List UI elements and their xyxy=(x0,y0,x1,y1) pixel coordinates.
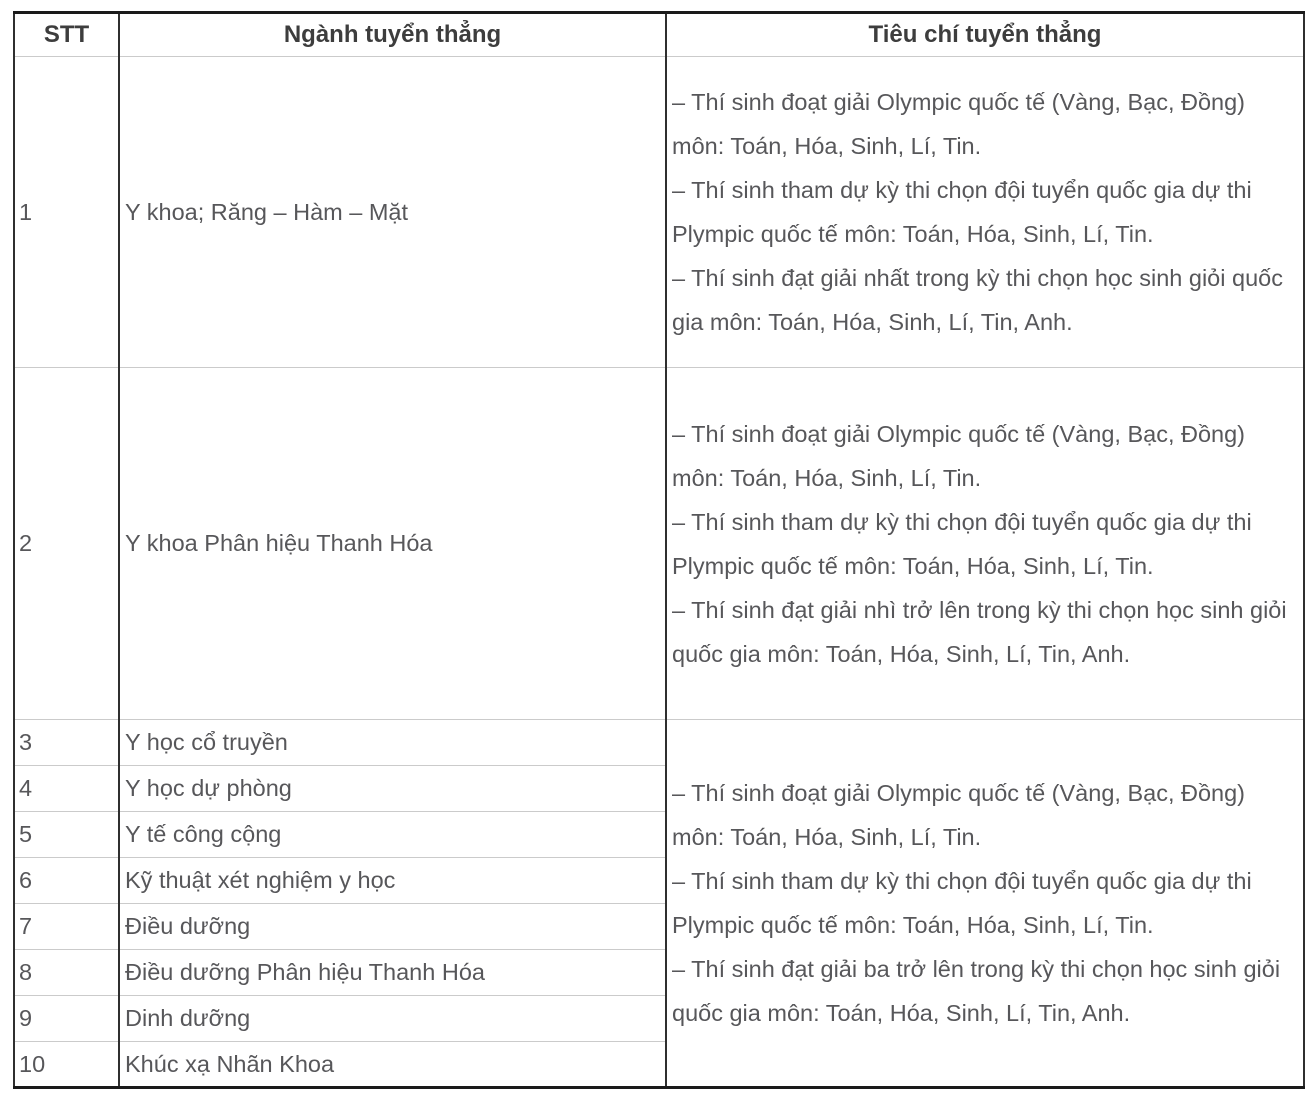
header-stt: STT xyxy=(14,13,119,57)
criteria-line: – Thí sinh tham dự kỳ thi chọn đội tuyển quốc gia dự thi Plympic quốc tế môn: Toán, Hóa, Sinh, Lí, Tin. xyxy=(672,177,1252,247)
criteria-line: – Thí sinh đạt giải nhất trong kỳ thi chọn học sinh giỏi quốc gia môn: Toán, Hóa, Sinh, Lí, Tin, Anh. xyxy=(672,265,1283,335)
stt-cell: 4 xyxy=(14,766,119,812)
major-cell: Khúc xạ Nhãn Khoa xyxy=(119,1042,666,1088)
stt-cell: 6 xyxy=(14,858,119,904)
stt-cell: 1 xyxy=(14,57,119,368)
major-cell: Y học cổ truyền xyxy=(119,720,666,766)
criteria-line: – Thí sinh đạt giải ba trở lên trong kỳ thi chọn học sinh giỏi quốc gia môn: Toán, Hóa, Sinh, Lí, Tin, Anh. xyxy=(672,956,1281,1026)
criteria-cell xyxy=(666,368,1304,720)
criteria-cell xyxy=(666,57,1304,368)
stt-cell: 9 xyxy=(14,996,119,1042)
table-row xyxy=(14,720,1304,766)
major-cell: Điều dưỡng Phân hiệu Thanh Hóa xyxy=(119,950,666,996)
major-cell: Kỹ thuật xét nghiệm y học xyxy=(119,858,666,904)
major-cell: Y tế công cộng xyxy=(119,812,666,858)
major-cell: Điều dưỡng xyxy=(119,904,666,950)
direct-admission-table xyxy=(13,11,1305,1089)
criteria-cell xyxy=(666,720,1304,1088)
table-row xyxy=(14,57,1304,368)
major-cell: Y khoa; Răng – Hàm – Mặt xyxy=(119,57,666,368)
stt-cell: 7 xyxy=(14,904,119,950)
header-criteria: Tiêu chí tuyển thẳng xyxy=(666,13,1304,57)
criteria-line: – Thí sinh đoạt giải Olympic quốc tế (Vàng, Bạc, Đồng) môn: Toán, Hóa, Sinh, Lí, Tin. xyxy=(672,89,1246,159)
criteria-line: – Thí sinh tham dự kỳ thi chọn đội tuyển quốc gia dự thi Plympic quốc tế môn: Toán, Hóa, Sinh, Lí, Tin. xyxy=(672,508,1252,579)
stt-cell: 5 xyxy=(14,812,119,858)
major-cell: Dinh dưỡng xyxy=(119,996,666,1042)
major-cell: Y khoa Phân hiệu Thanh Hóa xyxy=(119,368,666,720)
criteria-line: – Thí sinh đoạt giải Olympic quốc tế (Vàng, Bạc, Đồng) môn: Toán, Hóa, Sinh, Lí, Tin. xyxy=(672,780,1246,850)
table-header-row xyxy=(14,13,1304,57)
criteria-line: – Thí sinh đạt giải nhì trở lên trong kỳ thi chọn học sinh giỏi quốc gia môn: Toán, Hóa, Sinh, Lí, Tin, Anh. xyxy=(672,596,1287,667)
table-row xyxy=(14,368,1304,720)
stt-cell: 3 xyxy=(14,720,119,766)
criteria-line: – Thí sinh tham dự kỳ thi chọn đội tuyển quốc gia dự thi Plympic quốc tế môn: Toán, Hóa, Sinh, Lí, Tin. xyxy=(672,868,1252,938)
major-cell: Y học dự phòng xyxy=(119,766,666,812)
header-major: Ngành tuyển thẳng xyxy=(119,13,666,57)
criteria-line: – Thí sinh đoạt giải Olympic quốc tế (Vàng, Bạc, Đồng) môn: Toán, Hóa, Sinh, Lí, Tin. xyxy=(672,420,1246,491)
stt-cell: 10 xyxy=(14,1042,119,1088)
stt-cell: 8 xyxy=(14,950,119,996)
stt-cell: 2 xyxy=(14,368,119,720)
